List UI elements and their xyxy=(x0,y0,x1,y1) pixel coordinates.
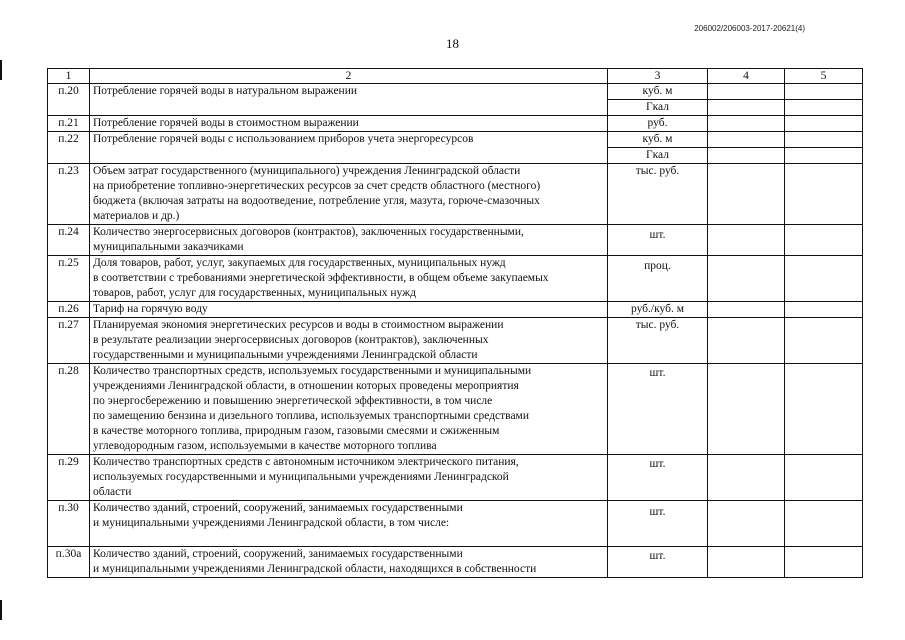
row-unit: куб. м xyxy=(608,132,708,148)
description-line: материалов и др.) xyxy=(93,210,180,222)
scan-corner-mark xyxy=(0,600,2,620)
description-line: бюджета (включая затраты на водоотведение, потребление угля, мазута, горюче-смазочных xyxy=(93,195,540,207)
description-line: Тариф на горячую воду xyxy=(93,303,208,315)
row-description: Потребление горячей воды с использованием приборов учета энергоресурсов xyxy=(90,132,608,164)
row-description xyxy=(90,302,608,318)
table-row xyxy=(48,116,863,132)
value-cell xyxy=(785,84,863,100)
value-cell xyxy=(785,116,863,132)
value-cell xyxy=(785,302,863,318)
row-unit: куб. м xyxy=(608,84,708,100)
value-cell xyxy=(708,225,785,256)
value-cell xyxy=(785,148,863,164)
row-number: п.26 xyxy=(48,302,90,318)
row-description xyxy=(90,501,608,547)
column-header: 1 xyxy=(48,69,90,84)
description-line: области xyxy=(93,486,132,498)
table-header-row xyxy=(48,69,863,84)
description-line: углеводородным газом, используемыми в качестве моторного топлива xyxy=(93,440,437,452)
row-description: Потребление горячей воды в натуральном выражении xyxy=(90,84,608,116)
value-cell xyxy=(785,132,863,148)
table-row xyxy=(48,84,863,100)
description-line: в качестве моторного топлива, природным газом, газовыми смесями и сжиженным xyxy=(93,425,500,437)
page-number: 18 xyxy=(446,36,459,51)
value-cell xyxy=(785,455,863,501)
description-line: Количество транспортных средств с автономным источником электрического питания, xyxy=(93,456,519,468)
description-line: государственными и муниципальными учреждениями Ленинградской области xyxy=(93,349,478,361)
row-description: Потребление горячей воды в стоимостном выражении xyxy=(90,116,608,132)
description-line: используемых государственными и муниципальными учреждениями Ленинградской xyxy=(93,471,509,483)
description-line: на приобретение топливно-энергетических ресурсов за счет средств областного (местного) xyxy=(93,180,541,192)
description-line: товаров, работ, услуг для государственных, муниципальных нужд xyxy=(93,287,416,299)
description-line: по замещению бензина и дизельного топлива, используемых транспортными средствами xyxy=(93,410,529,422)
document-code: 206002/206003-2017-20621(4) xyxy=(694,24,805,33)
description-line: в соответствии с требованиями энергетической эффективности, в общем объеме закупаемых xyxy=(93,272,549,284)
row-unit: шт. xyxy=(608,455,708,501)
row-description xyxy=(90,256,608,302)
description-line: муниципальными заказчиками xyxy=(93,241,244,253)
value-cell xyxy=(708,84,785,100)
row-unit: тыс. руб. xyxy=(608,164,708,225)
table-row xyxy=(48,256,863,302)
row-description xyxy=(90,455,608,501)
description-line: и муниципальными учреждениями Ленинградской области, находящихся в собственности xyxy=(93,563,537,575)
value-cell xyxy=(785,256,863,302)
table-row xyxy=(48,318,863,364)
row-unit: Гкал xyxy=(608,100,708,116)
row-description xyxy=(90,364,608,455)
value-cell xyxy=(708,302,785,318)
row-number: п.21 xyxy=(48,116,90,132)
description-line: Планируемая экономия энергетических ресурсов и воды в стоимостном выражении xyxy=(93,319,504,331)
description-line: Количество энергосервисных договоров (контрактов), заключенных государственными, xyxy=(93,226,524,238)
value-cell xyxy=(708,100,785,116)
table-row xyxy=(48,132,863,148)
value-cell xyxy=(708,132,785,148)
row-unit: проц. xyxy=(608,256,708,302)
column-header: 3 xyxy=(608,69,708,84)
row-unit: шт. xyxy=(608,225,708,256)
row-description xyxy=(90,164,608,225)
value-cell xyxy=(708,256,785,302)
row-unit: тыс. руб. xyxy=(608,318,708,364)
row-number: п.30а xyxy=(48,547,90,578)
value-cell xyxy=(785,318,863,364)
row-unit: руб. xyxy=(608,116,708,132)
table-row xyxy=(48,455,863,501)
row-unit: шт. xyxy=(608,547,708,578)
value-cell xyxy=(708,364,785,455)
value-cell xyxy=(785,164,863,225)
row-unit: шт. xyxy=(608,501,708,547)
row-number: п.20 xyxy=(48,84,90,116)
value-cell xyxy=(708,148,785,164)
column-header: 5 xyxy=(785,69,863,84)
table-row xyxy=(48,501,863,547)
row-number: п.30 xyxy=(48,501,90,547)
table-row xyxy=(48,164,863,225)
value-cell xyxy=(708,116,785,132)
description-line: Количество зданий, строений, сооружений, занимаемых государственными xyxy=(93,548,463,560)
row-number: п.24 xyxy=(48,225,90,256)
value-cell xyxy=(708,501,785,547)
row-unit: руб./куб. м xyxy=(608,302,708,318)
description-line: учреждениями Ленинградской области, в отношении которых проведены мероприятия xyxy=(93,380,519,392)
row-number: п.25 xyxy=(48,256,90,302)
row-unit: Гкал xyxy=(608,148,708,164)
row-number: п.22 xyxy=(48,132,90,164)
value-cell xyxy=(785,225,863,256)
row-number: п.27 xyxy=(48,318,90,364)
table-row xyxy=(48,364,863,455)
table-row xyxy=(48,225,863,256)
value-cell xyxy=(708,164,785,225)
row-number: п.28 xyxy=(48,364,90,455)
scan-corner-mark xyxy=(0,60,2,80)
value-cell xyxy=(708,455,785,501)
column-header: 4 xyxy=(708,69,785,84)
description-line: Количество транспортных средств, используемых государственными и муниципальными xyxy=(93,365,532,377)
row-description xyxy=(90,318,608,364)
table-row xyxy=(48,547,863,578)
value-cell xyxy=(708,318,785,364)
description-line: Количество зданий, строений, сооружений, занимаемых государственными xyxy=(93,502,463,514)
indicators-table xyxy=(47,68,863,578)
value-cell xyxy=(785,501,863,547)
row-description xyxy=(90,547,608,578)
value-cell xyxy=(708,547,785,578)
value-cell xyxy=(785,547,863,578)
column-header: 2 xyxy=(90,69,608,84)
table-row xyxy=(48,302,863,318)
row-number: п.23 xyxy=(48,164,90,225)
row-unit: шт. xyxy=(608,364,708,455)
description-line: и муниципальными учреждениями Ленинградской области, в том числе: xyxy=(93,517,450,529)
description-line: по энергосбережению и повышению энергетической эффективности, в том числе xyxy=(93,395,493,407)
row-number: п.29 xyxy=(48,455,90,501)
description-line: в результате реализации энергосервисных договоров (контрактов), заключенных xyxy=(93,334,489,346)
value-cell xyxy=(785,100,863,116)
value-cell xyxy=(785,364,863,455)
description-line: Доля товаров, работ, услуг, закупаемых для государственных, муниципальных нужд xyxy=(93,257,506,269)
description-line: Объем затрат государственного (муниципального) учреждения Ленинградской области xyxy=(93,165,521,177)
row-description xyxy=(90,225,608,256)
